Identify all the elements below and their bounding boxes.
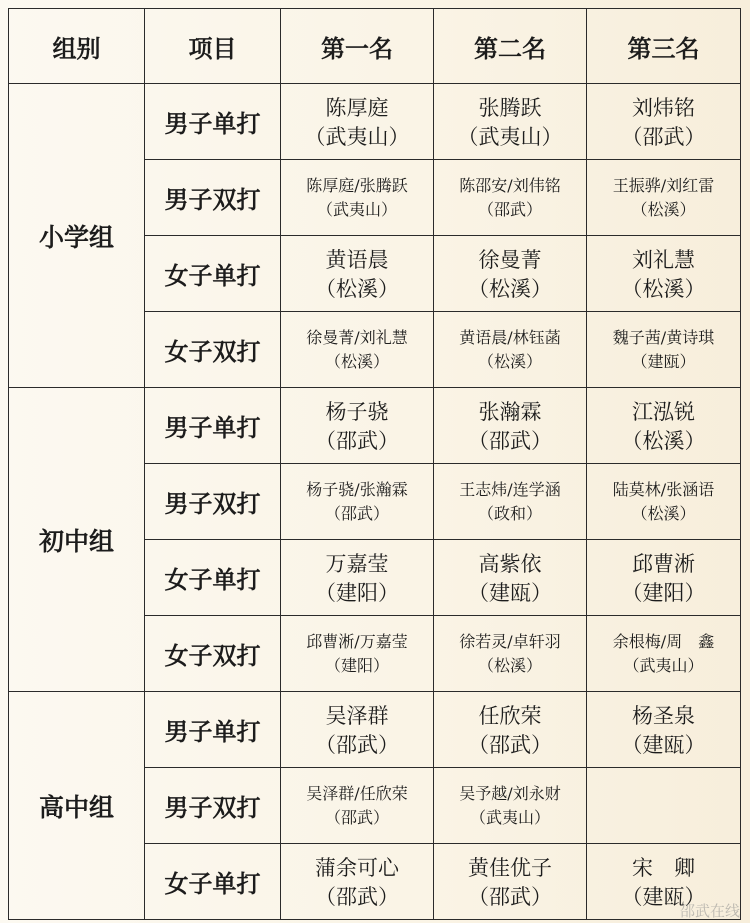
player-club: （松溪） (621, 276, 706, 301)
results-table (8, 8, 741, 920)
second-place-cell (434, 236, 587, 312)
player-club: （建阳） (621, 580, 706, 605)
player-name: 徐曼菁 (478, 247, 542, 272)
player-name: 刘礼慧 (632, 247, 695, 272)
first-place-cell (281, 464, 434, 540)
player-club: （邵武） (315, 884, 399, 909)
player-name: 宋 卿 (632, 855, 695, 880)
player-club: （武夷山） (469, 807, 550, 827)
event-cell: 女子单打 (145, 844, 281, 920)
first-place-cell (281, 540, 434, 616)
third-place-cell (587, 540, 741, 616)
first-place-cell (281, 616, 434, 692)
player-name: 邱曹淅 (632, 551, 695, 576)
first-place-cell (281, 768, 434, 844)
first-place-cell (281, 84, 434, 160)
player-name: 张腾跃 (478, 95, 542, 120)
first-place-cell (281, 388, 434, 464)
player-name: 任欣荣 (478, 703, 542, 728)
second-place-cell (434, 388, 587, 464)
player-name: 杨圣泉 (632, 703, 695, 728)
second-place-cell (434, 540, 587, 616)
player-club: （建瓯） (621, 884, 706, 909)
player-name: 杨子骁/张瀚霖 (306, 479, 408, 499)
group-cell: 高中组 (9, 692, 145, 920)
player-name: 陈厚庭 (325, 95, 389, 120)
third-place-cell (587, 616, 741, 692)
header-first-place: 第一名 (281, 9, 434, 84)
event-cell: 女子双打 (145, 616, 281, 692)
third-place-cell (587, 84, 741, 160)
header-event: 项目 (145, 9, 281, 84)
player-name: 吴泽群 (325, 703, 389, 728)
player-club: （建瓯） (468, 580, 552, 605)
player-club: （邵武） (324, 503, 389, 523)
player-club: （松溪） (477, 655, 542, 675)
third-place-cell (587, 768, 741, 844)
table-row (9, 692, 741, 768)
player-name: 黄佳优子 (468, 855, 552, 880)
player-club: （松溪） (324, 351, 389, 371)
third-place-cell (587, 312, 741, 388)
second-place-cell (434, 464, 587, 540)
player-club: （邵武） (324, 807, 389, 827)
player-club: （邵武） (477, 199, 542, 219)
event-cell: 男子双打 (145, 768, 281, 844)
player-name: 陈邵安/刘伟铭 (459, 175, 561, 195)
player-club: （松溪） (631, 199, 696, 219)
event-cell: 男子单打 (145, 692, 281, 768)
first-place-cell (281, 692, 434, 768)
player-club: （建阳） (315, 580, 399, 605)
player-name: 黄语晨/林钰菡 (459, 327, 561, 347)
table-row (9, 84, 741, 160)
player-name: 杨子骁 (325, 399, 389, 424)
event-cell: 男子双打 (145, 160, 281, 236)
player-club: （邵武） (315, 428, 399, 453)
player-name: 蒲余可心 (315, 855, 399, 880)
player-name: 江泓锐 (632, 399, 695, 424)
first-place-cell (281, 236, 434, 312)
first-place-cell (281, 312, 434, 388)
player-name: 徐曼菁/刘礼慧 (306, 327, 408, 347)
group-cell: 小学组 (9, 84, 145, 388)
player-club: （邵武） (315, 732, 399, 757)
event-cell: 女子双打 (145, 312, 281, 388)
second-place-cell (434, 768, 587, 844)
third-place-cell (587, 388, 741, 464)
header-second-place: 第二名 (434, 9, 587, 84)
player-name: 余根梅/周 鑫 (612, 631, 715, 651)
second-place-cell (434, 312, 587, 388)
event-cell: 女子单打 (145, 540, 281, 616)
player-club: （建瓯） (621, 732, 706, 757)
player-name: 王志炜/连学涵 (459, 479, 561, 499)
player-name: 张瀚霖 (478, 399, 542, 424)
player-club: （松溪） (477, 351, 542, 371)
player-club: （武夷山） (623, 655, 704, 675)
player-club: （邵武） (621, 124, 706, 149)
header-row (9, 9, 741, 84)
player-club: （邵武） (468, 884, 552, 909)
table-row (9, 388, 741, 464)
player-name: 徐若灵/卓轩羽 (459, 631, 561, 651)
results-body (9, 84, 741, 920)
player-name: 魏子茜/黄诗琪 (612, 327, 715, 347)
player-name: 陆莫林/张涵语 (612, 479, 715, 499)
player-club: （邵武） (468, 428, 552, 453)
group-cell: 初中组 (9, 388, 145, 692)
player-club: （政和） (477, 503, 542, 523)
header-third-place: 第三名 (587, 9, 741, 84)
player-club: （松溪） (631, 503, 696, 523)
second-place-cell (434, 160, 587, 236)
second-place-cell (434, 692, 587, 768)
player-club: （邵武） (468, 732, 552, 757)
second-place-cell (434, 616, 587, 692)
event-cell: 女子单打 (145, 236, 281, 312)
player-club: （建瓯） (631, 351, 696, 371)
player-name: 刘炜铭 (632, 95, 695, 120)
header-group: 组别 (9, 9, 145, 84)
player-name: 高紫依 (478, 551, 542, 576)
player-club: （松溪） (621, 428, 706, 453)
watermark: 邵武在线 (679, 902, 740, 920)
player-club: （武夷山） (304, 124, 410, 149)
second-place-cell (434, 844, 587, 920)
player-club: （松溪） (468, 276, 552, 301)
event-cell: 男子双打 (145, 464, 281, 540)
second-place-cell (434, 84, 587, 160)
player-club: （建阳） (324, 655, 389, 675)
first-place-cell (281, 160, 434, 236)
player-name: 邱曹淅/万嘉莹 (306, 631, 408, 651)
first-place-cell (281, 844, 434, 920)
player-name: 万嘉莹 (325, 551, 389, 576)
player-name: 黄语晨 (325, 247, 389, 272)
third-place-cell (587, 160, 741, 236)
event-cell: 男子单打 (145, 388, 281, 464)
player-name: 陈厚庭/张腾跃 (306, 175, 408, 195)
player-name: 吴泽群/任欣荣 (306, 783, 408, 803)
player-club: （武夷山） (316, 199, 397, 219)
player-name: 吴予越/刘永财 (459, 783, 561, 803)
third-place-cell (587, 464, 741, 540)
third-place-cell (587, 236, 741, 312)
player-club: （武夷山） (457, 124, 563, 149)
player-club: （松溪） (315, 276, 399, 301)
player-name: 王振骅/刘红雷 (612, 175, 715, 195)
event-cell: 男子单打 (145, 84, 281, 160)
third-place-cell (587, 692, 741, 768)
